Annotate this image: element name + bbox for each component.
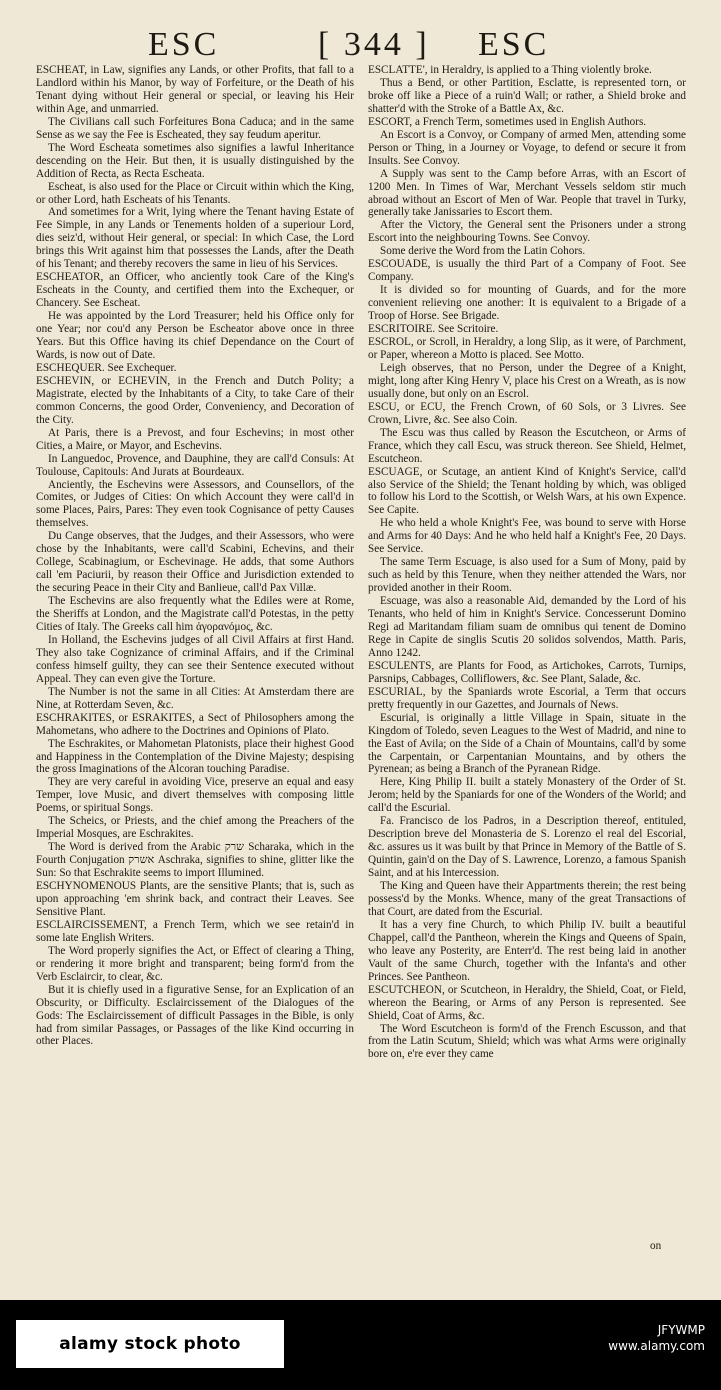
- entry-paragraph: The King and Queen have their Appartments therein; the rest being possess'd by the Monks. Whence, many of the great Transactions of that Court, are dated from the Escurial.: [368, 880, 686, 918]
- entry-paragraph: An Escort is a Convoy, or Company of armed Men, attending some Person or Thing, in a Journey or Voyage, to defend or secure it from Insults. See Convoy.: [368, 128, 686, 167]
- entry-heading-paragraph: ESCROL, or Scroll, in Heraldry, a long Slip, as it were, of Parchment, or Paper, whereon a Motto is placed. See Motto.: [368, 336, 686, 361]
- entry-paragraph: A Supply was sent to the Camp before Arras, with an Escort of 1200 Men. In Times of War, Merchant Vessels seldom stir much abroad without an Escort of Men of War. People that travel in Turky, generally take Janissaries to Escort them.: [368, 167, 686, 219]
- entry-heading-paragraph: ESCHEVIN, or ECHEVIN, in the French and Dutch Polity; a Magistrate, elected by the Inhabitants of a City, to take Care of their common Concerns, the good Order, Conveniency, and Decoration of the City.: [36, 374, 354, 426]
- entry-heading-paragraph: ESCURIAL, by the Spaniards wrote Escorial, a Term that occurs pretty frequently in our Gazettes, and Journals of News.: [368, 685, 686, 711]
- entry-paragraph: The Word is derived from the Arabic שרק Scharaka, which in the Fourth Conjugation אשרק Aschraka, signifies to shine, glitter like the Sun: So that Eschrakite seems to import Illumined.: [36, 841, 354, 880]
- entry-paragraph: The Eschrakites, or Mahometan Platonists, place their highest Good and Happiness in the Contemplation of the Divine Majesty; despising the gross Imaginations of the Alcoran touching Paradise.: [36, 737, 354, 776]
- entry-paragraph: Fa. Francisco de los Padros, in a Description thereof, entituled, Description breve del Monasteria de S. Lorenzo el real del Escorial, &c. assures us it was built by that Prince in Memory of the Battle of S. Quintin, gain'd on the Day of S. Lawrence, Lorenzo, a famous Spanish Saint, and at his Intercession.: [368, 815, 686, 880]
- entry-paragraph: The Word Escheata sometimes also signifies a lawful Inheritance descending on the Heir. But then, it is usually distinguished by the Addition of Recta, as Recta Escheata.: [36, 141, 354, 180]
- entry-heading-paragraph: ESCHEAT, in Law, signifies any Lands, or other Profits, that fall to a Landlord within his Manor, by way of Forfeiture, or the Death of his Tenant dying without Heir general or special, or leaving his Heir within Age, and unmarried.: [36, 64, 354, 115]
- watermark-url: www.alamy.com: [608, 1339, 705, 1353]
- entry-paragraph: Escurial, is originally a little Village in Spain, situate in the Kingdom of Toledo, seven Leagues to the West of Madrid, and nine to the East of Avila; on the Side of a Chain of Mountains, call'd by some the Carpentain, or Carpentanian Mountains, and by others the Pyrenean; as being a Branch of the Pyranean Ridge.: [368, 711, 686, 776]
- entry-paragraph: But it is chiefly used in a figurative Sense, for an Explication of an Obscurity, or Difficulty. Esclaircissement of the Dialogues of the Gods: The Esclaircissement of difficult Passages in the Bible, is only had from similar Passages, or Passages of the like Kind occurring in other Places.: [36, 983, 354, 1048]
- entry-paragraph: The Number is not the same in all Cities: At Amsterdam there are Nine, at Rotterdam Seven, &c.: [36, 685, 354, 711]
- entry-heading-paragraph: ESCLATTE', in Heraldry, is applied to a Thing violently broke.: [368, 64, 652, 76]
- entry-paragraph: The Escu was thus called by Reason the Escutcheon, or Arms of France, which they call Escu, was struck thereon. See Shield, Helmet, Escutcheon.: [368, 426, 686, 465]
- entry-paragraph: Some derive the Word from the Latin Cohors.: [380, 245, 586, 258]
- watermark-info: [325, 1322, 705, 1354]
- entry-paragraph: Du Cange observes, that the Judges, and their Assessors, who were chose by the Inhabitants, were call'd Scabini, Echevins, and their College, Scabinagium, or Eschevinage. He adds, that some Authors call 'em Paciurii, by reason their Office and Jurisdiction extended to the securing Peace in their City and Banlieue, call'd Pax Villæ.: [36, 530, 354, 595]
- entry-heading-paragraph: ESCHEATOR, an Officer, who anciently took Care of the King's Escheats in the County, and certified them into the Exchequer, or Chancery. See Escheat.: [36, 271, 354, 310]
- entry-heading-paragraph: ESCULENTS, are Plants for Food, as Artichokes, Carrots, Turnips, Parsnips, Cabbages, Colliflowers, &c. See Plant, Salade, &c.: [368, 659, 686, 685]
- entry-heading-paragraph: ESCUAGE, or Scutage, an antient Kind of Knight's Service, call'd also Service of the Shield; the Tenant holding by which, was obliged to follow his Lord to the Scottish, or Welsh Wars, at his own Expence. See Capite.: [368, 465, 686, 517]
- entry-heading-paragraph: ESCRITOIRE. See Scritoire.: [368, 323, 499, 336]
- entry-paragraph: He who held a whole Knight's Fee, was bound to serve with Horse and Arms for 40 Days: And he who held half a Knight's Fee, 20 Days. See Service.: [368, 517, 686, 556]
- running-head-left: ESC: [148, 26, 220, 63]
- running-head-right: ESC: [478, 26, 550, 63]
- entry-paragraph: The same Term Escuage, is also used for a Sum of Mony, paid by such as held by this Tenure, when they neither attended the Wars, nor provided another in their Room.: [368, 556, 686, 595]
- entry-paragraph: It has a very fine Church, to which Philip IV. built a beautiful Chappel, call'd the Pantheon, wherein the Kings and Queens of Spain, who leave any Posterity, are Enterr'd. The rest being laid in another Vault of the same Church, together with the Infanta's and other Princes. See Pantheon.: [368, 918, 686, 983]
- entry-paragraph: The Word properly signifies the Act, or Effect of clearing a Thing, or rendering it more bright and transparent; being form'd from the Verb Esclaircir, to clear, &c.: [36, 944, 354, 983]
- entry-paragraph: He was appointed by the Lord Treasurer; held his Office only for one Year; nor cou'd any Person be Escheator above once in three Years. But this Office having its chief Dependance on the Court of Wards, is now out of Date.: [36, 310, 354, 361]
- entry-paragraph: Thus a Bend, or other Partition, Esclatte, is represented torn, or broke off like a Piece of a ruin'd Wall; or rather, a Shield broke and shatter'd with the Stroke of a Battle Ax, &c.: [368, 76, 686, 115]
- entry-paragraph: At Paris, there is a Prevost, and four Eschevins; in most other Cities, a Maire, or Mayor, and Eschevins.: [36, 426, 354, 452]
- entry-heading-paragraph: ESCHRAKITES, or ESRAKITES, a Sect of Philosophers among the Mahometans, who adhere to the Doctrines and Opinions of Plato.: [36, 711, 354, 737]
- watermark-logo: alamy stock photo: [16, 1320, 284, 1368]
- entry-heading-paragraph: ESCHYNOMENOUS Plants, are the sensitive Plants; that is, such as upon approaching 'em shrink back, and contract their Leaves. See Sensitive Plant.: [36, 880, 354, 918]
- entry-heading-paragraph: ESCLAIRCISSEMENT, a French Term, which we see retain'd in some late English Writers.: [36, 918, 354, 944]
- image-id: JFYWMP: [657, 1323, 705, 1337]
- entry-paragraph: Escuage, was also a reasonable Aid, demanded by the Lord of his Tenants, who held of him in Knight's Service. Concesserunt Domino Regi ad Maritandam filiam suam de omnibus qui tenent de Domino Rege in Capite de singlis Scutis 20 solidos solvendos, Matth. Paris, Anno 1242.: [368, 595, 686, 659]
- entry-paragraph: In Languedoc, Provence, and Dauphine, they are call'd Consuls: At Toulouse, Capitouls: And Jurats at Bourdeaux.: [36, 452, 354, 478]
- entry-paragraph: In Holland, the Eschevins judges of all Civil Affairs at first Hand. They also take Cognizance of criminal Affairs, and if the Criminal confess himself guilty, they can see their Sentence executed without Appeal. They can even give the Torture.: [36, 633, 354, 685]
- entry-heading-paragraph: ESCHEQUER. See Exchequer.: [36, 361, 177, 374]
- entry-paragraph: Here, King Philip II. built a stately Monastery of the Order of St. Jerom; held by the Spaniards for one of the Wonders of the World; and call'd the Escurial.: [368, 776, 686, 815]
- entry-paragraph: Leigh observes, that no Person, under the Degree of a Knight, might, long after King Henry V, place his Crest on a Wreath, as is now usually done, but only on an Escrol.: [368, 361, 686, 400]
- entry-paragraph: It is divided so for mounting of Guards, and for the more convenient relieving one another: It is equivalent to a Brigade of a Troop of Horse. See Brigade.: [368, 284, 686, 323]
- entry-paragraph: The Eschevins are also frequently what the Ediles were at Rome, the Sheriffs at London, and the Magistrate call'd Potestas, in the petty Cities of Italy. The Greeks call him ἀγορανόμος, &c.: [36, 595, 354, 633]
- right-column: [368, 64, 686, 1061]
- entry-paragraph: Escheat, is also used for the Place or Circuit within which the King, or other Lord, hath Escheats of his Tenants.: [36, 180, 354, 206]
- entry-paragraph: The Civilians call such Forfeitures Bona Caduca; and in the same Sense as we say the Fee is Escheated, they say feudum aperitur.: [36, 115, 354, 141]
- entry-paragraph: And sometimes for a Writ, lying where the Tenant having Estate of Fee Simple, in any Lands or Tenements holden of a superiour Lord, dies seiz'd, without Heir general, or special: In which Case, the Lord brings this Writ against him that possesses the Lands, after the Death of his Tenant; and thereby recovers the same in lieu of his Services.: [36, 206, 354, 271]
- left-column: [36, 64, 354, 1048]
- entry-paragraph: After the Victory, the General sent the Prisoners under a strong Escort into the neighbouring Towns. See Convoy.: [368, 219, 686, 245]
- entry-heading-paragraph: ESCU, or ECU, the French Crown, of 60 Sols, or 3 Livres. See Crown, Livre, &c. See also Coin.: [368, 400, 686, 426]
- watermark-band: [0, 1300, 721, 1390]
- entry-paragraph: The Scheics, or Priests, and the chief among the Preachers of the Imperial Mosques, are Eschrakites.: [36, 815, 354, 841]
- entry-paragraph: The Word Escutcheon is form'd of the French Escusson, and that from the Latin Scutum, Shield; which was what Arms were originally bore on, e're ever they came: [368, 1022, 686, 1061]
- page-number: [ 344 ]: [318, 26, 430, 63]
- entry-heading-paragraph: ESCUTCHEON, or Scutcheon, in Heraldry, the Shield, Coat, or Field, whereon the Bearing, or Arms of any Person is represented. See Shield, Coat of Arms, &c.: [368, 983, 686, 1022]
- catchword: on: [650, 1240, 662, 1252]
- entry-heading-paragraph: ESCORT, a French Term, sometimes used in English Authors.: [368, 115, 647, 128]
- entry-heading-paragraph: ESCOUADE, is usually the third Part of a Company of Foot. See Company.: [368, 258, 686, 284]
- entry-paragraph: Anciently, the Eschevins were Assessors, and Counsellors, of the Comites, or Judges of Cities: On which Account they were call'd in some Places, Pairs, Pares: They even took Cognisance of petty Causes themselves.: [36, 478, 354, 530]
- entry-paragraph: They are very careful in avoiding Vice, preserve an equal and easy Temper, love Music, and divert themselves with composing little Poems, or spiritual Songs.: [36, 776, 354, 815]
